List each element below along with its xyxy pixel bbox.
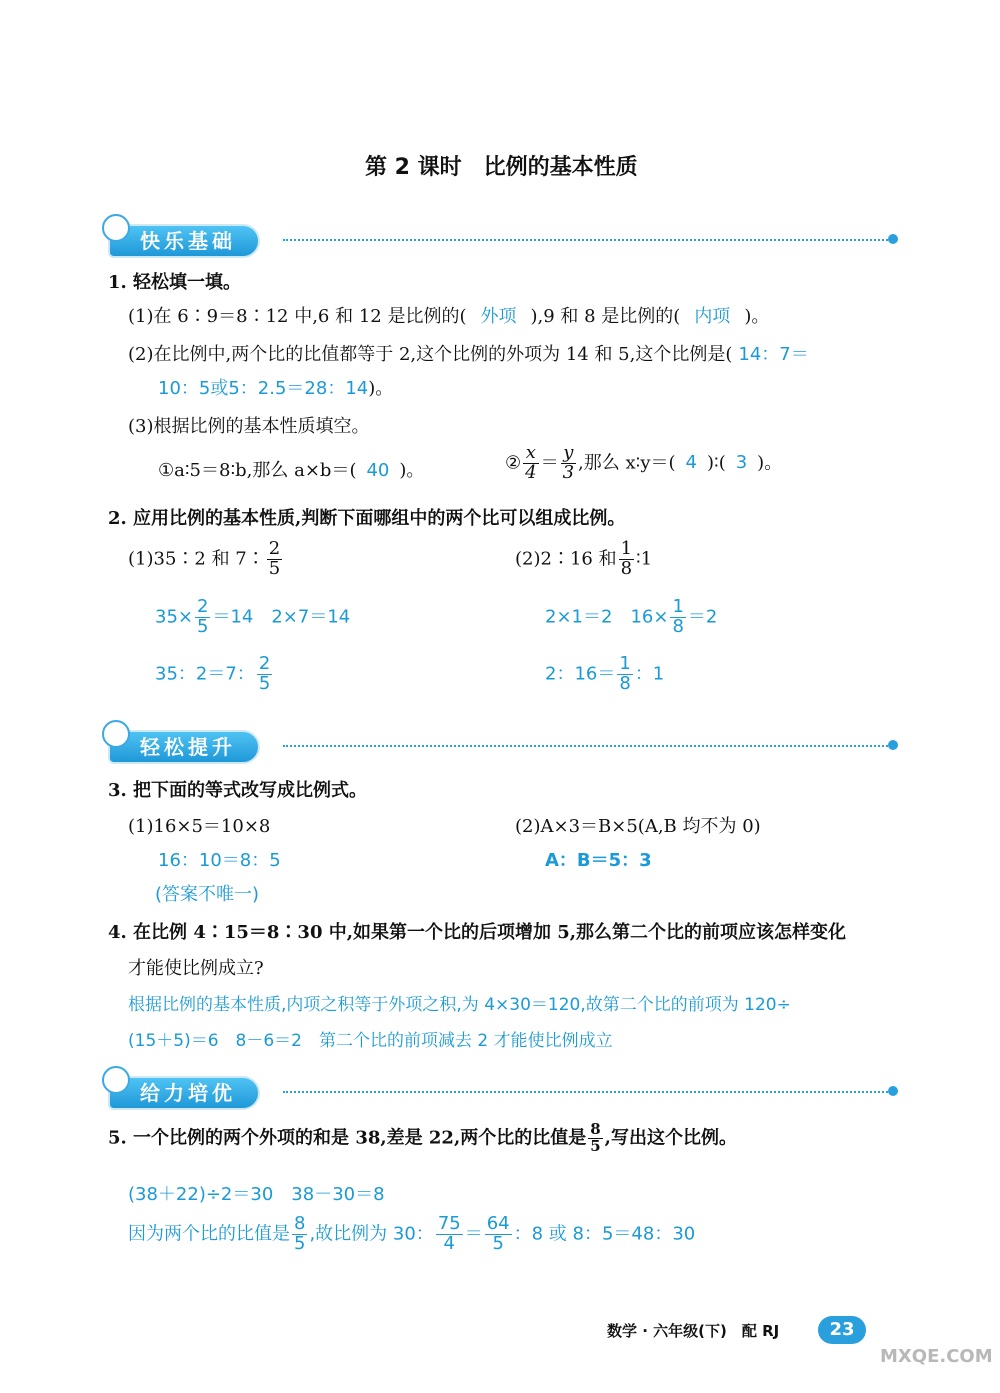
- text: ,故比例为 30：: [309, 1223, 434, 1245]
- text: 2：16＝: [545, 663, 616, 685]
- fraction-denominator: 5: [268, 557, 281, 579]
- fraction-denominator: 4: [525, 461, 537, 483]
- text: )。: [368, 378, 394, 399]
- answer: 3: [735, 452, 748, 474]
- divider-end-dot: [888, 740, 898, 750]
- answer: 外项: [480, 306, 517, 327]
- text: ＝: [464, 1223, 483, 1245]
- answer: 14：7＝: [738, 344, 809, 365]
- text: 2×1＝2 16×: [545, 606, 669, 628]
- watermark-logo: MXQE.COM: [880, 1346, 993, 1367]
- fraction-numerator: 1: [619, 653, 631, 674]
- text: )。: [744, 306, 770, 327]
- text: ：1: [634, 663, 665, 685]
- fraction-denominator: 5: [590, 1136, 601, 1155]
- dotted-divider: [283, 1091, 888, 1093]
- q1-part3: (3)根据比例的基本性质填空。: [128, 416, 370, 437]
- q3-part1: (1)16×5＝10×8: [128, 816, 271, 837]
- apple-icon: [102, 720, 130, 748]
- fraction-denominator: 8: [620, 557, 633, 579]
- q5-answer-line2: [128, 1215, 695, 1254]
- dotted-divider: [283, 239, 888, 241]
- text: )∶(: [706, 452, 726, 474]
- fraction-numerator: y: [561, 444, 576, 464]
- fraction-denominator: 5: [258, 672, 271, 694]
- answer: 40: [366, 460, 390, 481]
- answer: 4: [685, 452, 697, 474]
- fraction-denominator: 8: [619, 672, 631, 694]
- fraction-denominator: 5: [492, 1232, 504, 1254]
- fraction-numerator: 64: [486, 1213, 510, 1234]
- fraction-numerator: 1: [620, 538, 633, 559]
- fraction-numerator: 2: [197, 596, 209, 617]
- text: ②: [505, 452, 522, 474]
- text: )。: [757, 452, 783, 474]
- section-banner-improve: [108, 724, 898, 764]
- q1-part3-item1: [158, 456, 424, 482]
- answer: 内项: [694, 306, 731, 327]
- section-banner-advanced: [108, 1070, 898, 1110]
- text: ),9 和 8 是比例的(: [530, 306, 681, 327]
- text: ＝: [540, 452, 559, 474]
- q1-part1: [128, 302, 769, 328]
- text: ∶1: [636, 548, 653, 570]
- q2-answer1-line1: [155, 598, 350, 637]
- text: ,写出这个比例。: [604, 1127, 737, 1149]
- q2-answer2-line2: [545, 655, 664, 694]
- text: ①a∶5＝8∶b,那么 a×b＝(: [158, 460, 357, 481]
- divider-end-dot: [888, 1086, 898, 1096]
- fraction-denominator: 5: [197, 615, 209, 637]
- q2-answer1-line2: [155, 655, 274, 694]
- q4-stem-line1: 4. 在比例 4∶15＝8∶30 中,如果第一个比的后项增加 5,那么第二个比的前项应该怎样变化: [108, 922, 847, 943]
- text: ：8 或 8：5＝48：30: [513, 1223, 696, 1245]
- page-number: 23: [818, 1316, 866, 1344]
- section-banner-basics: [108, 218, 898, 258]
- q3-answer2: A：B＝5：3: [545, 850, 652, 871]
- text: ＝2: [687, 606, 718, 628]
- section-title: 给力培优: [108, 1076, 260, 1110]
- text: 因为两个比的比值是: [128, 1223, 290, 1245]
- q3-answer1: 16：10＝8：5: [158, 850, 281, 871]
- q3-stem: 3. 把下面的等式改写成比例式。: [108, 780, 368, 801]
- q2-stem: 2. 应用比例的基本性质,判断下面哪组中的两个比可以组成比例。: [108, 508, 626, 529]
- fraction-denominator: 3: [562, 461, 575, 483]
- q5-stem: [108, 1122, 737, 1155]
- text: ＝14 2×7＝14: [212, 606, 351, 628]
- q2-part1: [128, 540, 284, 579]
- text: (2)在比例中,两个比的比值都等于 2,这个比例的外项为 14 和 5,这个比例是(: [128, 344, 733, 365]
- q4-stem-line2: 才能使比例成立?: [128, 958, 264, 979]
- q1-part2-cont: [158, 374, 393, 400]
- divider-end-dot: [888, 234, 898, 244]
- fraction-denominator: 5: [294, 1232, 306, 1254]
- q4-answer-line1: 根据比例的基本性质,内项之积等于外项之积,为 4×30＝120,故第二个比的前项为 120÷: [128, 995, 791, 1015]
- q1-part2: [128, 340, 809, 366]
- dotted-divider: [283, 745, 888, 747]
- fraction-numerator: 2: [258, 653, 271, 674]
- text: 35：2＝7：: [155, 663, 255, 685]
- fraction-numerator: 8: [294, 1213, 306, 1234]
- q1-part3-item2: [505, 444, 782, 483]
- text: )。: [399, 460, 425, 481]
- q3-answer-note: (答案不唯一): [155, 884, 260, 905]
- section-title: 轻松提升: [108, 730, 260, 764]
- fraction-numerator: 2: [268, 538, 281, 559]
- fraction-numerator: x: [523, 444, 538, 464]
- fraction-denominator: 8: [672, 615, 684, 637]
- q5-answer-line1: (38＋22)÷2＝30 38－30＝8: [128, 1184, 385, 1205]
- q4-answer-line2: (15＋5)＝6 8－6＝2 第二个比的前项减去 2 才能使比例成立: [128, 1031, 613, 1051]
- q3-part2: (2)A×3＝B×5(A,B 均不为 0): [515, 816, 761, 837]
- apple-icon: [102, 1066, 130, 1094]
- text: ,那么 x∶y＝(: [578, 452, 676, 474]
- q1-stem: 1. 轻松填一填。: [108, 272, 242, 293]
- text: (2)2∶16 和: [515, 548, 617, 570]
- footer-book-info: 数学 · 六年级(下) 配 RJ: [607, 1322, 780, 1340]
- apple-icon: [102, 214, 130, 242]
- text: (1)35∶2 和 7∶: [128, 548, 265, 570]
- text: 5. 一个比例的两个外项的和是 38,差是 22,两个比的比值是: [108, 1127, 587, 1149]
- fraction-denominator: 4: [443, 1232, 455, 1254]
- q2-answer2-line1: [545, 598, 717, 637]
- fraction-numerator: 75: [437, 1213, 461, 1234]
- section-title: 快乐基础: [108, 224, 260, 258]
- page-title: 第 2 课时 比例的基本性质: [365, 155, 638, 180]
- text: (1)在 6∶9＝8∶12 中,6 和 12 是比例的(: [128, 306, 467, 327]
- text: 35×: [155, 606, 193, 628]
- answer: 10：5或5：2.5＝28：14: [158, 378, 369, 399]
- fraction-numerator: 8: [590, 1120, 601, 1138]
- fraction-numerator: 1: [672, 596, 684, 617]
- q2-part2: [515, 540, 652, 579]
